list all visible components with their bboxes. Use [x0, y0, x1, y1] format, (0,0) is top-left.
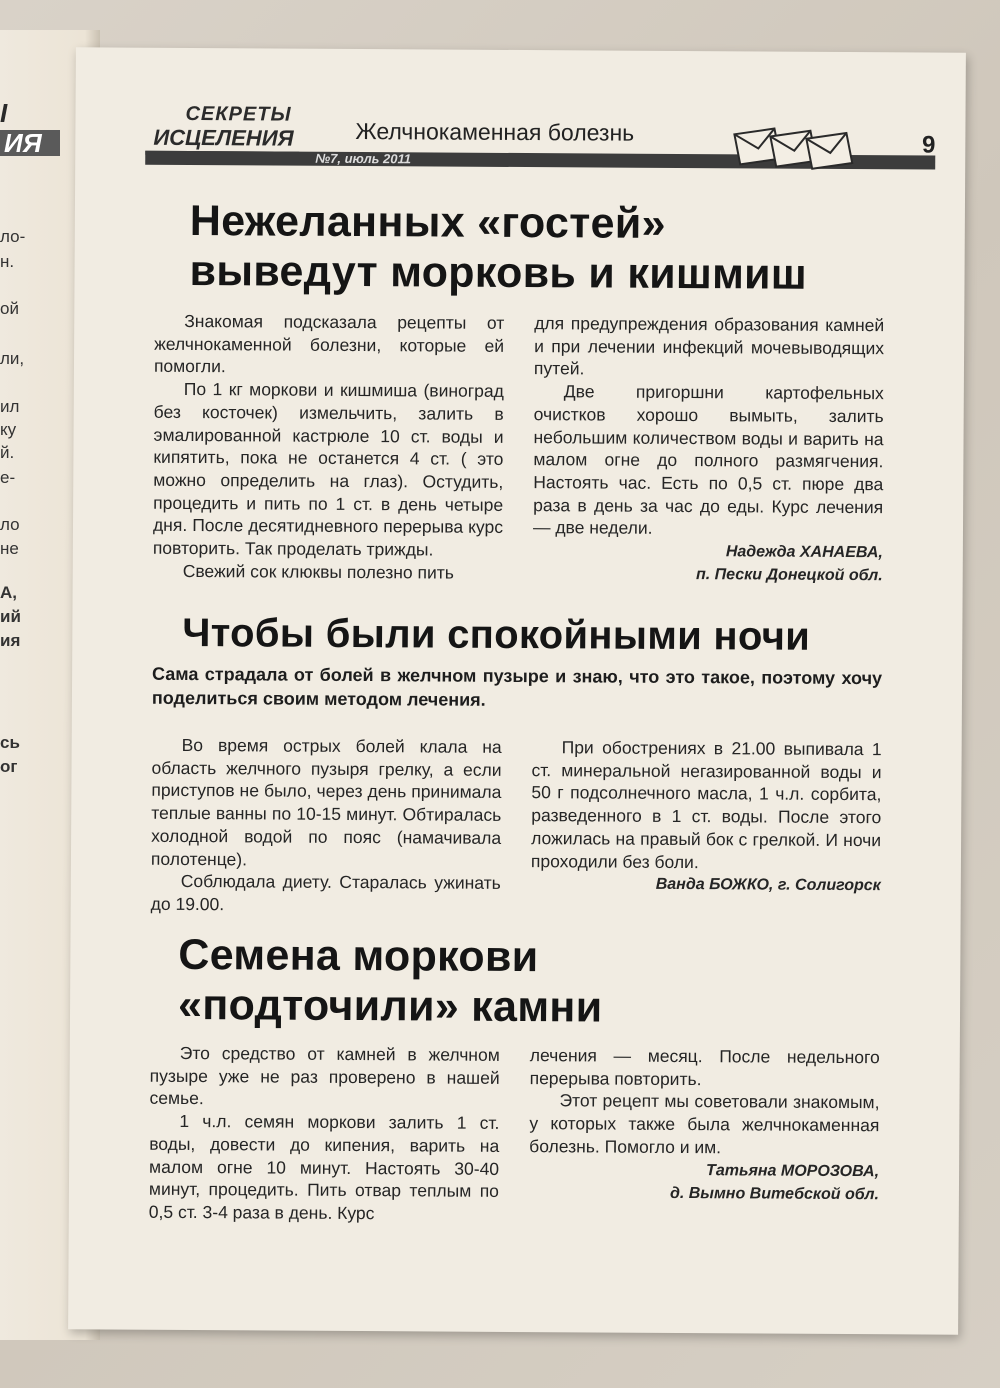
previous-page-logo: [0, 100, 60, 180]
paragraph: Этот рецепт мы советовали знакомым, у которых также была желчнокаменная болезнь. Помогло и им.: [529, 1090, 880, 1158]
previous-fragment: не: [0, 539, 19, 558]
previous-fragment: ой: [0, 299, 19, 318]
previous-fragment: ог: [0, 757, 18, 776]
magazine-logo: [145, 103, 315, 154]
previous-fragment: ли,: [0, 349, 25, 368]
article1-columns: [153, 310, 885, 587]
paragraph: Во время острых болей клала на область желчного пузыря грелку, а если приступов не было, через день принимала теплые ванны по 10-15 минут. Обтиралась холодной водой по пояс (намачивала полотенце).: [150, 734, 502, 869]
paragraph: Знакомая подсказала рецепты от желчнокаменной болезни, которые ей помогли.: [153, 310, 505, 377]
previous-fragment: ло: [0, 515, 20, 534]
previous-fragment: н.: [0, 252, 15, 271]
magazine-page: [68, 47, 966, 1334]
article3-title-line2: «подточили» камни: [177, 980, 603, 1032]
issue-number: №7, июль 2011: [315, 150, 412, 167]
paragraph: Свежий сок клюквы полезно пить: [182, 560, 455, 583]
previous-fragment: е-: [0, 468, 16, 487]
paragraph: При обострениях в 21.00 выпивала 1 ст. минеральной негазированной воды и 50 г подсолнечного масла, 1 ч.л. сорбита, разведенного в 1 ст. воды. После этого ложилась на правый бок с грелкой. И ночи проходили без боли.: [530, 737, 882, 872]
article3-column1: [149, 1042, 500, 1226]
previous-fragment: ку: [0, 420, 17, 439]
article1-title-line1: Нежеланных «гостей»: [189, 196, 666, 248]
article2-title: Чтобы были спокойными ночи: [182, 610, 811, 659]
article3-title-line1: Семена моркови: [178, 930, 539, 982]
article3-signature-name: Татьяна МОРОЗОВА,: [706, 1161, 880, 1180]
article2-column1: [151, 734, 502, 918]
paragraph: для предупреждения образования камней и при лечении инфекций мочевыводящих путей.: [533, 313, 885, 379]
article3-columns: [149, 1042, 880, 1228]
paragraph: Соблюдала диету. Старалась ужинать до 19.00.: [150, 871, 501, 915]
previous-fragment: й.: [0, 443, 15, 462]
previous-fragment: ло-: [0, 227, 26, 246]
envelopes-icon: [730, 124, 870, 175]
paragraph: По 1 кг моркови и кишмиша (виноград без косточек) измельчить, залить в эмалированной кастрюле 10 ст. воды и кипятить, пока не останется 4 ст. ( это можно определить на глаз). Остудить, процедить и пить по 1 ст. в день четыре дня. После десятидневного перерыва курс повторить. Так проделать трижды.: [152, 379, 504, 560]
article2-column2: [531, 736, 882, 920]
rubric-title: Желчнокаменная болезнь: [355, 118, 635, 146]
page-number: 9: [921, 131, 936, 159]
logo-top-text: СЕКРЕТЫ: [185, 102, 292, 126]
page-header: [145, 103, 935, 188]
previous-fragment: ий: [0, 607, 21, 626]
article1-title: [189, 196, 807, 300]
previous-fragment: ия: [0, 631, 21, 650]
article3-title: [178, 930, 603, 1033]
previous-logo-line1: I: [0, 98, 8, 128]
article3-column2: [529, 1044, 880, 1228]
paragraph: Две пригоршни картофельных очистков хорошо вымыть, залить небольшим количеством воды и варить на малом огне до полного размягчения. Настоять час. Есть по 0,5 ст. пюре два раза в день за час до еды. Курс лечения — две недели.: [532, 381, 884, 539]
article2-lead: Сама страдала от болей в желчном пузыре и знаю, что это такое, поэтому хочу поделиться своим методом лечения.: [151, 663, 883, 710]
paragraph: Это средство от камней в желчном пузыре уже не раз проверено в нашей семье.: [149, 1042, 500, 1109]
article2-signature: Ванда БОЖКО, г. Солигорск: [655, 876, 881, 895]
previous-fragment: сь: [0, 733, 20, 752]
previous-fragment: ил: [0, 397, 20, 416]
article1-column1: [153, 310, 505, 585]
article1-title-line2: выведут морковь и кишмиш: [189, 246, 808, 299]
previous-logo-line2: ИЯ: [0, 130, 60, 156]
article1-signature-place: п. Пески Донецкой обл.: [695, 566, 883, 585]
article1-signature-name: Надежда ХАНАЕВА,: [725, 543, 883, 562]
paragraph: 1 ч.л. семян моркови залить 1 ст. воды, довести до кипения, варить на малом огне 10 минут. Настоять 30-40 минут, процедить. Пить отвар теплым по 0,5 ст. 3-4 раза в день. Курс: [148, 1111, 500, 1224]
article1-column2: [533, 312, 885, 587]
logo-bottom-text: ИСЦЕЛЕНИЯ: [145, 125, 299, 156]
article2-columns: [151, 734, 882, 920]
article3-signature-place: д. Вымно Витебской обл.: [669, 1184, 879, 1203]
previous-fragment: А,: [0, 583, 17, 602]
paragraph: лечения — месяц. После недельного перерыва повторить.: [529, 1045, 880, 1089]
